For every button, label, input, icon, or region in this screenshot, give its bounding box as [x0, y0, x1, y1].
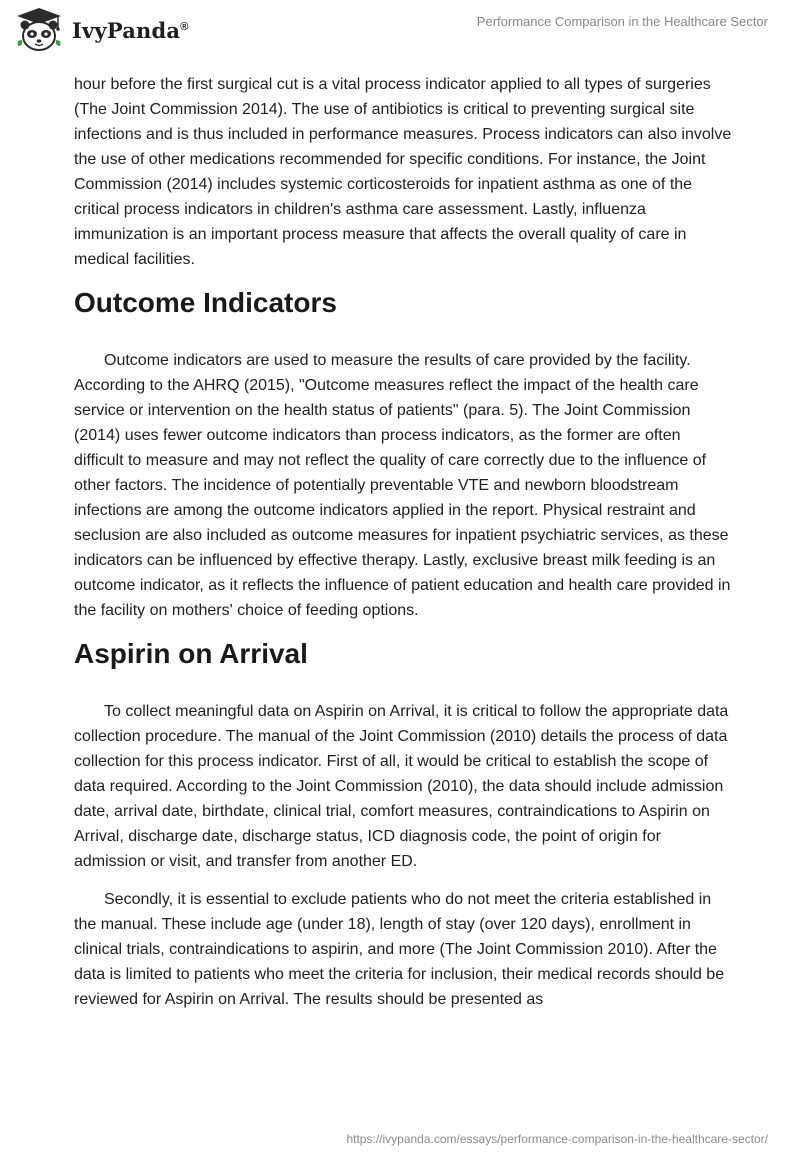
essay-body [74, 72, 734, 1025]
brand-name: IvyPanda® [72, 17, 189, 43]
heading-aspirin-on-arrival: Aspirin on Arrival [74, 638, 308, 669]
paragraph-outcome: Outcome indicators are used to measure the results of care provided by the facility. According to the AHRQ (2015), "Outcome measures reflect the impact of the health care service or intervention on the health status of patients" (para. 5). The Joint Commission (2014) uses fewer outcome indicators than process indicators, as the former are often difficult to measure and may not reflect the quality of care correctly due to the influence of other factors. The incidence of potentially preventable VTE and newborn bloodstream infections are among the outcome indicators applied in the report. Physical restraint and seclusion are also included as outcome measures for inpatient psychiatric services, as these indicators can be influenced by effective therapy. Lastly, exclusive breast milk feeding is an outcome indicator, as it reflects the influence of patient education and health care provided in the facility on mothers' choice of feeding options. [74, 352, 731, 619]
document-title: Performance Comparison in the Healthcare Sector [476, 14, 768, 29]
page-header [0, 0, 800, 60]
paragraph-intro: hour before the first surgical cut is a vital process indicator applied to all types of surgeries (The Joint Commission 2014). The use of antibiotics is critical to preventing surgical site infections and is thus included in performance measures. Process indicators can also involve the use of other medications recommended for specific conditions. For instance, the Joint Commission (2014) includes systemic corticosteroids for inpatient asthma as one of the critical process indicators in children's asthma care assessment. Lastly, influenza immunization is an important process measure that affects the overall quality of care in medical facilities. [74, 76, 732, 268]
source-url[interactable]: https://ivypanda.com/essays/performance-comparison-in-the-healthcare-sector/ [346, 1132, 768, 1146]
registered-mark: ® [180, 20, 189, 33]
paragraph-aspirin-2: Secondly, it is essential to exclude patients who do not meet the criteria established in the manual. These include age (under 18), length of stay (over 120 days), enrollment in clinical trials, contraindications to aspirin, and more (The Joint Commission 2010). After the data is limited to patients who meet the criteria for inclusion, their medical records should be reviewed for Aspirin on Arrival. The results should be presented as [74, 891, 725, 1008]
paragraph-aspirin-1: To collect meaningful data on Aspirin on Arrival, it is critical to follow the appropriate data collection procedure. The manual of the Joint Commission (2010) details the process of data collection for this process indicator. First of all, it would be critical to establish the scope of data required. According to the Joint Commission (2010), the data should include admission date, arrival date, birthdate, clinical trial, comfort measures, contraindications to Aspirin on Arrival, discharge date, discharge status, ICD diagnosis code, the point of origin for admission or visit, and transfer from another ED. [74, 703, 729, 870]
brand-logo[interactable] [14, 6, 189, 54]
panda-graduate-icon [14, 6, 64, 54]
heading-outcome-indicators: Outcome Indicators [74, 287, 337, 318]
